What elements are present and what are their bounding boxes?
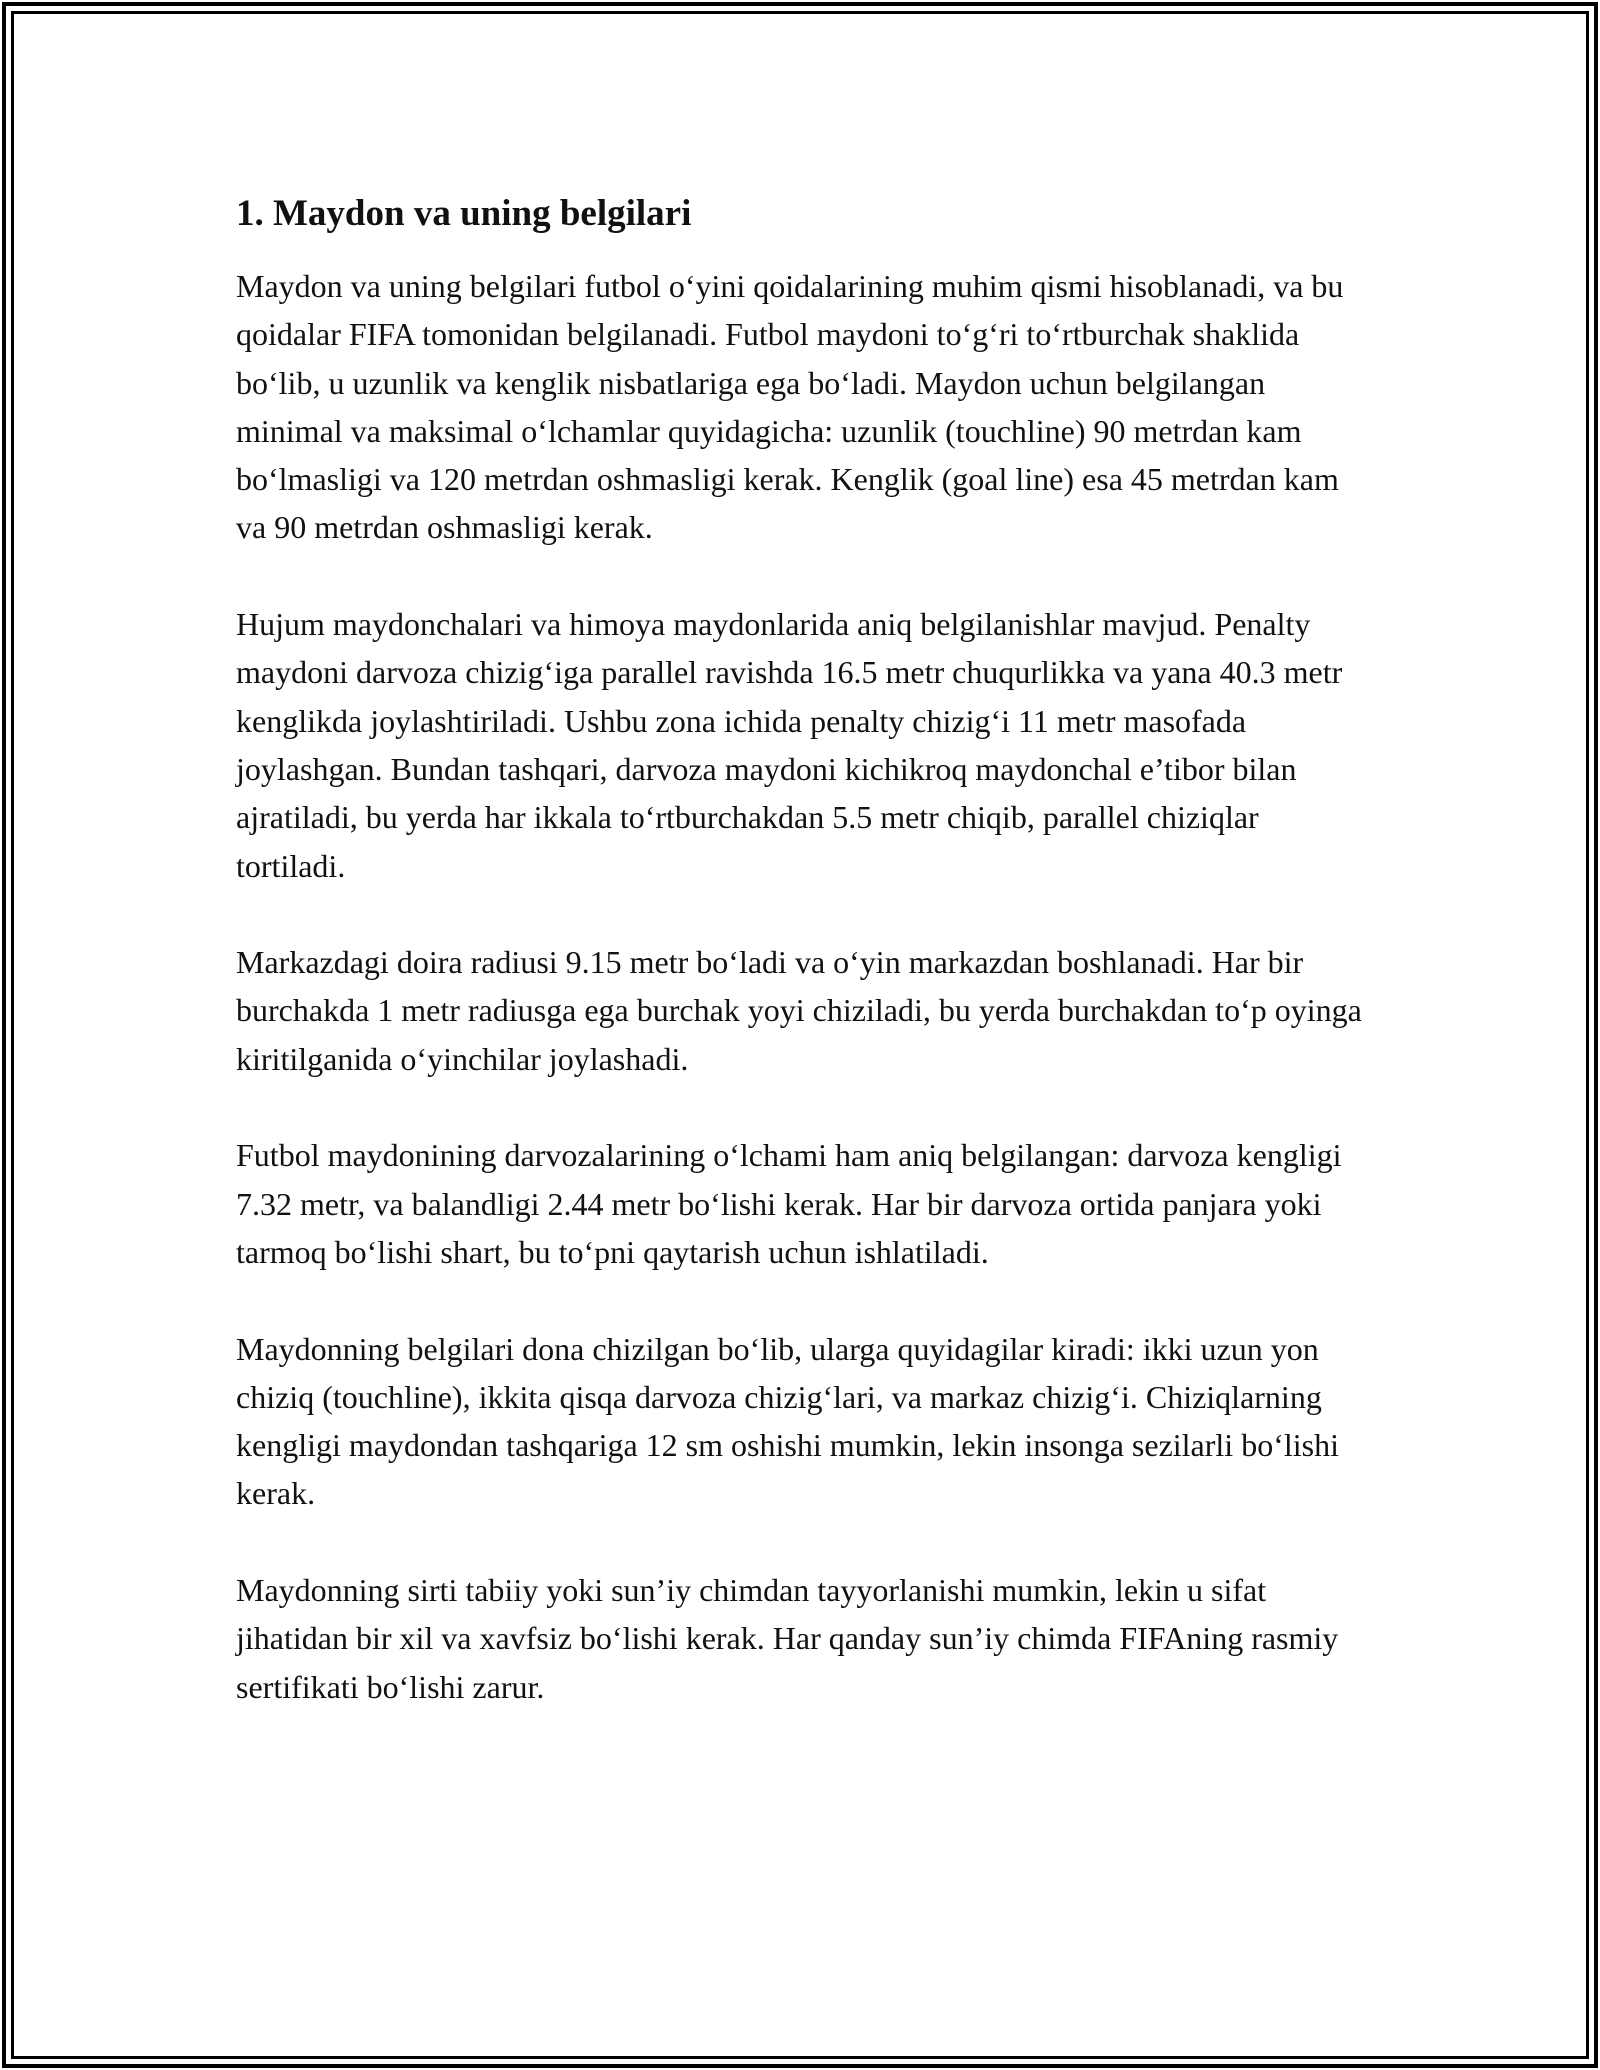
- paragraph-penalty-area: Hujum maydonchalari va himoya maydonlarida aniq belgilanishlar mavjud. Penalty maydoni darvoza chizig‘iga parallel ravishda 16.5 metr chuqurlikka va yana 40.3 metr kenglikda joylashtiriladi. Ushbu zona ichida penalty chizig‘i 11 metr masofada joylashgan. Bundan tashqari, darvoza maydoni kichikroq maydonchal e’tibor bilan ajratiladi, bu yerda har ikkala to‘rtburchakdan 5.5 metr chiqib, parallel chiziqlar tortiladi.: [236, 606, 1343, 884]
- paragraph-field-surface: Maydonning sirti tabiiy yoki sun’iy chimdan tayyorlanishi mumkin, lekin u sifat jihatidan bir xil va xavfsiz bo‘lishi kerak. Har qanday sun’iy chimda FIFAning rasmiy sertifikati bo‘lishi zarur.: [236, 1572, 1339, 1705]
- section-heading: 1. Maydon va uning belgilari: [236, 193, 692, 234]
- paragraph-field-dimensions: Maydon va uning belgilari futbol o‘yini qoidalarining muhim qismi hisoblanadi, va bu qoidalar FIFA tomonidan belgilanadi. Futbol maydoni to‘g‘ri to‘rtburchak shaklida bo‘lib, u uzunlik va kenglik nisbatlariga ega bo‘ladi. Maydon uchun belgilangan minimal va maksimal o‘lchamlar quyidagicha: uzunlik (touchline) 90 metrdan kam bo‘lmasligi va 120 metrdan oshmasligi kerak. Kenglik (goal line) esa 45 metrdan kam va 90 metrdan oshmasligi kerak.: [236, 268, 1344, 546]
- paragraph-center-circle: Markazdagi doira radiusi 9.15 metr bo‘ladi va o‘yin markazdan boshlanadi. Har bir burchakda 1 metr radiusga ega burchak yoyi chiziladi, bu yerda burchakdan to‘p oyinga kiritilganida o‘yinchilar joylashadi.: [236, 944, 1362, 1077]
- paragraph-goal-size: Futbol maydonining darvozalarining o‘lchami ham aniq belgilangan: darvoza kengligi 7.32 metr, va balandligi 2.44 metr bo‘lishi kerak. Har bir darvoza ortida panjara yoki tarmoq bo‘lishi shart, bu to‘pni qaytarish uchun ishlatiladi.: [236, 1137, 1342, 1270]
- paragraph-field-lines: Maydonning belgilari dona chizilgan bo‘lib, ularga quyidagilar kiradi: ikki uzun yon chiziq (touchline), ikkita qisqa darvoza chizig‘lari, va markaz chizig‘i. Chiziqlarning kengligi maydondan tashqariga 12 sm oshishi mumkin, lekin insonga sezilarli bo‘lishi kerak.: [236, 1330, 1339, 1512]
- document-body: [236, 186, 1366, 1759]
